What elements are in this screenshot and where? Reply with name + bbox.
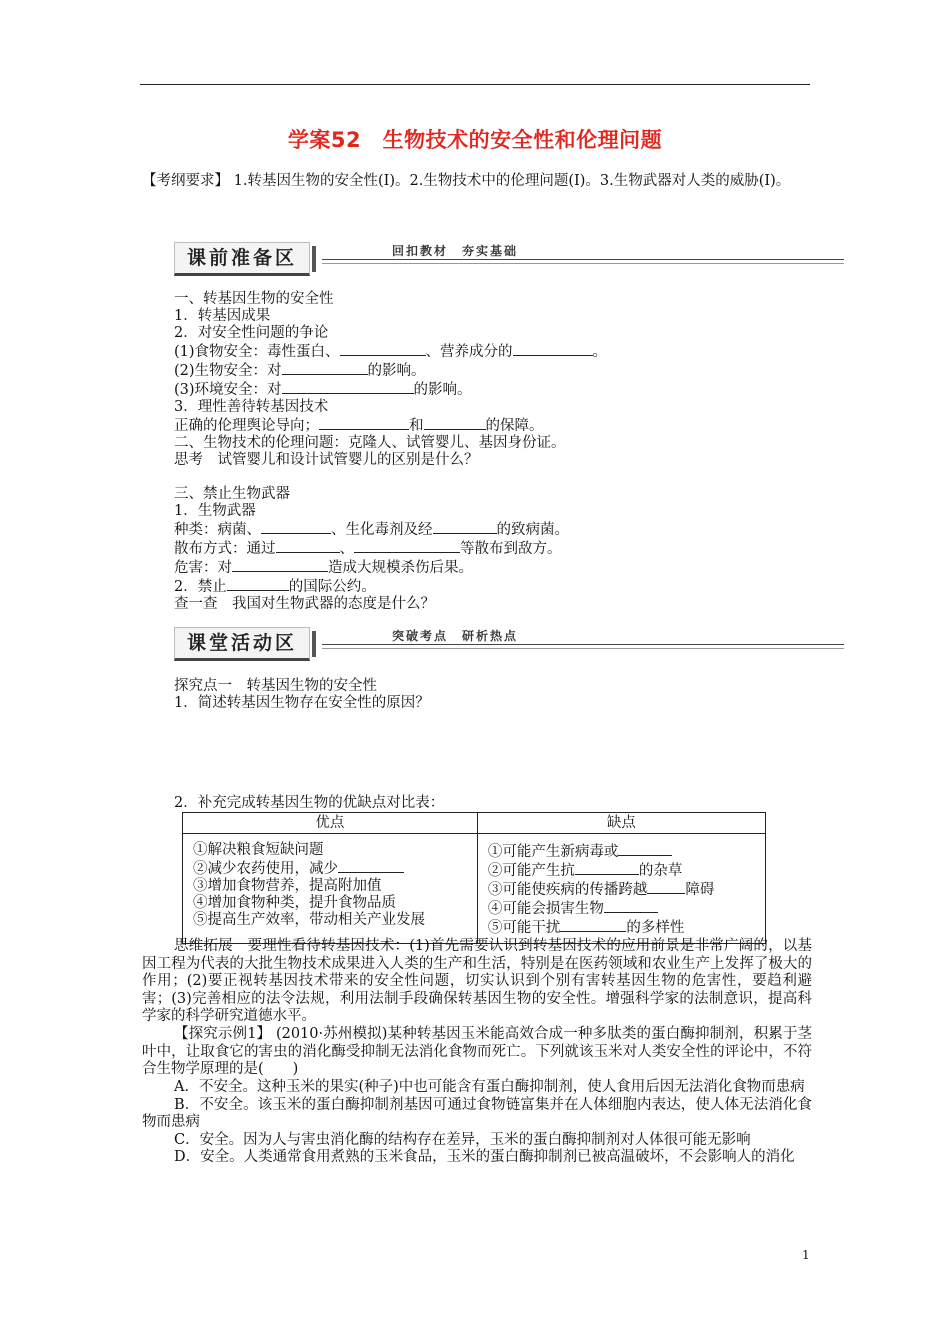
line: 散布方式：通过 、 等散布到敌方。 xyxy=(174,541,562,557)
option-b: B．不安全。该玉米的蛋白酶抑制剂基因可通过食物链富集并在人体细胞内表达，使人体无法消化食物而患病 xyxy=(142,1096,812,1130)
list-item: ①可能产生新病毒或 xyxy=(488,842,765,861)
heading: 一、转基因生物的安全性 xyxy=(174,291,334,307)
line: (1)食物安全：毒性蛋白、 、营养成分的 。 xyxy=(174,344,608,360)
top-rule xyxy=(140,84,810,85)
example-question: 【探究示例1】 (2010·苏州模拟)某种转基因玉米能高效合成一种多肽类的蛋白酶抑制剂，积累于茎叶中，让取食它的害虫的消化酶受抑制无法消化食物而死亡。下列就该玉米对人类安全性的评论中，不符合生物学原理的是( ) xyxy=(142,1026,812,1077)
banner-line xyxy=(322,648,844,649)
banner-line xyxy=(322,263,844,264)
think-question: 思考 试管婴儿和设计试管婴儿的区别是什么？ xyxy=(174,452,479,468)
page-number: 1 xyxy=(802,1248,810,1262)
blank[interactable] xyxy=(232,558,328,572)
pros-cell xyxy=(183,834,478,944)
banner-subtitle: 回扣教材 夯实基础 xyxy=(388,242,522,259)
blank[interactable] xyxy=(276,539,340,553)
blank[interactable] xyxy=(604,899,658,913)
blank[interactable] xyxy=(513,342,593,356)
list-item: ⑤可能干扰 的多样性 xyxy=(487,920,685,936)
page-title: 学案52 生物技术的安全性和伦理问题 xyxy=(287,128,663,152)
prep-section xyxy=(174,291,814,613)
line: (3)环境安全：对 的影响。 xyxy=(174,382,472,398)
exam-requirement: 【考纲要求】 1.转基因生物的安全性(Ⅰ)。2.生物技术中的伦理问题(Ⅰ)。3.生物武器对人类的威胁(Ⅰ)。 xyxy=(142,173,791,189)
blank[interactable] xyxy=(261,520,331,534)
blank[interactable] xyxy=(424,416,486,430)
list-item: ⑤提高生产效率，带动相关产业发展 xyxy=(193,912,425,928)
table-intro xyxy=(174,795,814,812)
list-item: ③增加食物营养，提高附加值 xyxy=(193,878,382,894)
blank[interactable] xyxy=(618,842,672,856)
table-header: 缺点 xyxy=(477,813,765,834)
heading: 三、禁止生物武器 xyxy=(174,486,290,502)
list-item: ③可能使疾病的传播跨越 障碍 xyxy=(487,882,715,898)
list-item: ②减少农药使用，减少 xyxy=(193,859,477,878)
section-banner-active xyxy=(174,627,844,661)
thinking-extension: 思维拓展 要理性看待转基因技术：(1)首先需要认识到转基因技术的应用前景是非常广阔的，以基因工程为代表的大批生物技术成果进入人类的生产和生活，特别是在医药领域和农业生产上发挥了极大的作用；(2)要正视转基因技术带来的安全性问题，切实认识到个别有害转基因生物的危害性，要趋利避害；(3)完善相应的法令法规，利用法制手段确保转基因生物的安全性。增强科学家的法制意识，提高科学家的科学研究道德水平。 xyxy=(142,938,812,1024)
list-item: ④可能会损害生物 xyxy=(488,899,765,918)
banner-bar xyxy=(312,631,316,657)
line: 正确的伦理舆论导向； 和 的保障。 xyxy=(174,418,544,434)
list-item: ②可能产生抗 的杂草 xyxy=(487,863,683,879)
blank[interactable] xyxy=(319,416,409,430)
table-header: 优点 xyxy=(183,813,478,834)
question: 2．补充完成转基因生物的优缺点对比表： xyxy=(174,795,445,811)
section-banner-prep xyxy=(174,242,844,276)
banner-line xyxy=(322,644,844,645)
check-question: 查一查 我国对生物武器的态度是什么？ xyxy=(174,596,435,612)
line: 2．禁止 的国际公约。 xyxy=(174,579,376,595)
banner-line xyxy=(322,259,844,260)
option-d: D．安全。人类通常食用煮熟的玉米食品，玉米的蛋白酶抑制剂已被高温破坏，不会影响人的消化 xyxy=(174,1149,795,1165)
option-a: A．不安全。这种玉米的果实(种子)中也可能含有蛋白酶抑制剂，使人食用后因无法消化食物而患病 xyxy=(174,1079,805,1095)
heading: 探究点一 转基因生物的安全性 xyxy=(174,678,377,694)
question: 1．简述转基因生物存在安全性的原因？ xyxy=(174,695,430,711)
banner-subtitle: 突破考点 研析热点 xyxy=(388,627,522,644)
line: 危害：对 造成大规模杀伤后果。 xyxy=(174,560,473,576)
blank[interactable] xyxy=(433,520,497,534)
banner-bar xyxy=(312,246,316,272)
line: 种类：病菌、 、生化毒剂及经 的致病菌。 xyxy=(174,522,569,538)
line: (2)生物安全：对 的影响。 xyxy=(174,363,426,379)
line: 1．转基因成果 xyxy=(174,308,271,324)
blank[interactable] xyxy=(227,577,289,591)
list-item: ④增加食物种类，提升食物品质 xyxy=(193,895,396,911)
blank[interactable] xyxy=(575,861,639,875)
banner-badge: 课前准备区 xyxy=(174,242,310,276)
blank[interactable] xyxy=(338,859,404,873)
line: 3．理性善待转基因技术 xyxy=(174,399,329,415)
line: 2．对安全性问题的争论 xyxy=(174,325,329,341)
blank[interactable] xyxy=(282,380,414,394)
heading: 二、生物技术的伦理问题：克隆人、试管婴儿、基因身份证。 xyxy=(174,435,566,451)
list-item: ①解决粮食短缺问题 xyxy=(193,842,324,858)
pros-cons-table xyxy=(182,812,766,944)
blank[interactable] xyxy=(560,918,626,932)
line: 1．生物武器 xyxy=(174,503,256,519)
option-c: C．安全。因为人与害虫消化酶的结构存在差异，玉米的蛋白酶抑制剂对人体很可能无影响 xyxy=(174,1131,751,1148)
blank[interactable] xyxy=(354,539,460,553)
options-list xyxy=(142,1079,812,1167)
blank[interactable] xyxy=(282,361,368,375)
cons-cell xyxy=(477,834,765,944)
blank[interactable] xyxy=(340,342,426,356)
banner-badge: 课堂活动区 xyxy=(174,627,310,661)
blank[interactable] xyxy=(647,880,685,894)
active-section xyxy=(174,678,814,712)
